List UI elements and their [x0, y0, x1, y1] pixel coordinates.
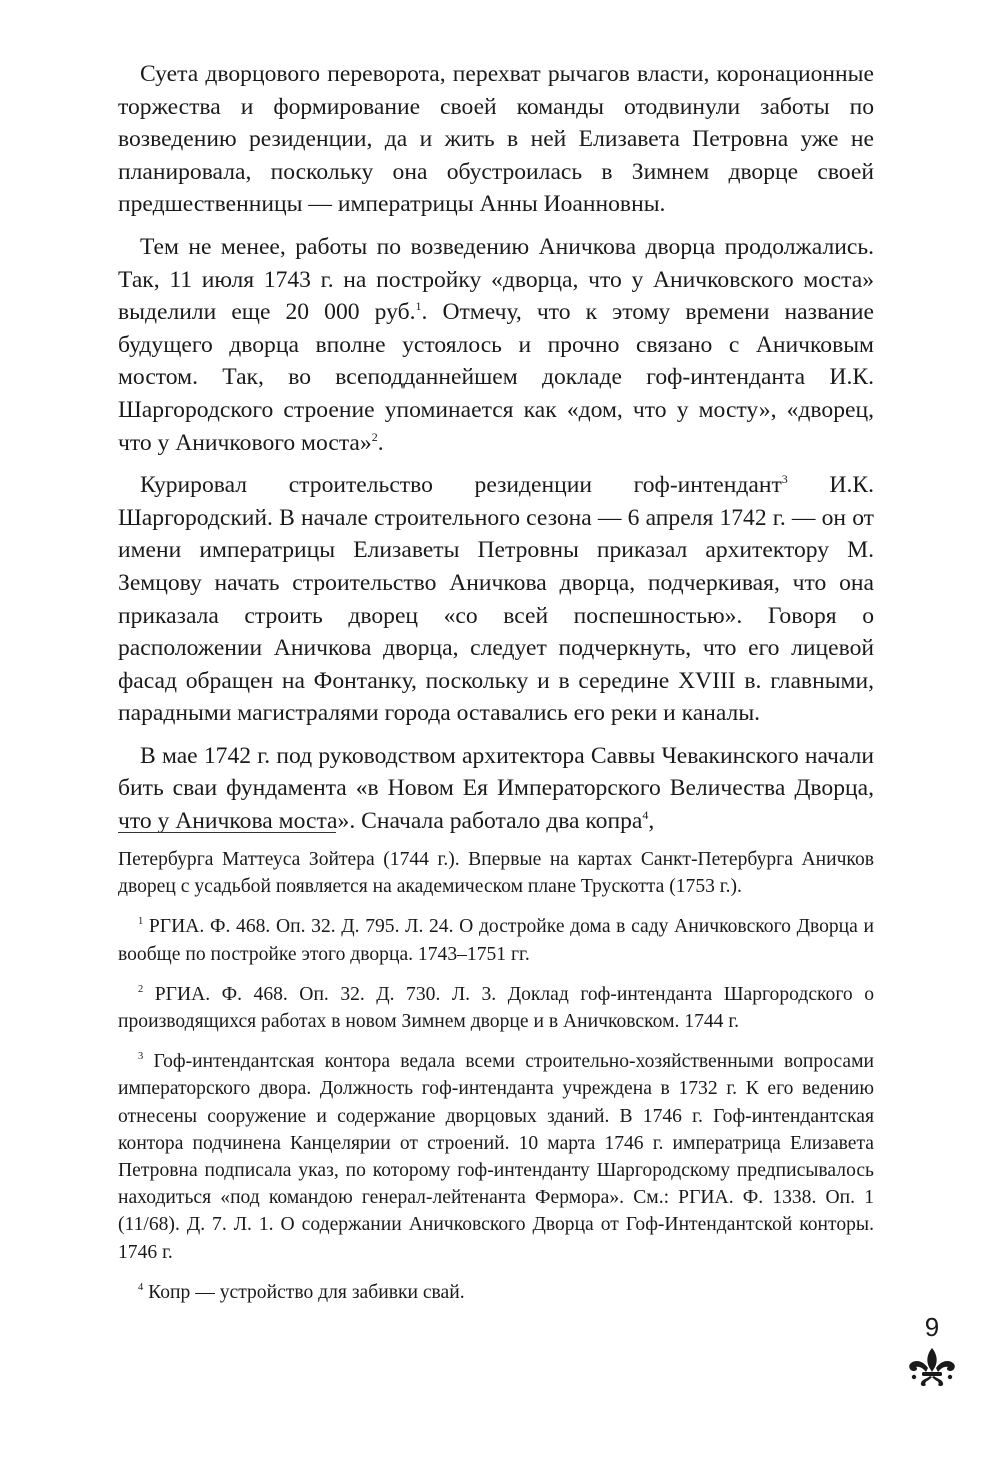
footnote-3: $^3$ Гоф-интендантская контора ведала всеми строительно-хозяйственными вопросами императорского двора. Должность гоф-интенданта учреждена в 1732 г. К его ведению отнесены сооружение и содержание дворцовых зданий. В 1746 г. Гоф-интендантская контора подчинена Канцелярии от строений. 10 марта 1746 г. императрица Елизавета Петровна подписала указ, по которому гоф-интенданту Шаргородскому предписывалось находиться «под командою генерал-лейтенанта Фермора». См.: РГИА. Ф. 1338. Оп. 1 (11/68). Д. 7. Л. 1. О содержании Аничковского Дворца от Гоф-Интендантской конторы. 1746 г. [118, 1051, 874, 1263]
page-number: 9 [924, 1312, 940, 1342]
footnote-1: $^1$ РГИА. Ф. 468. Оп. 32. Д. 795. Л. 24. О достройке дома в саду Аничковского Дворца и вообще по постройке этого дворца. 1743–1751 гг. [118, 916, 874, 965]
paragraph-3: Курировал строительство резиденции гоф-интендант$^3$ И.К. Шаргородский. В начале строительного сезона — 6 апреля 1742 г. — он от имени императрицы Елизаветы Петровны приказал архитектору М. Земцову начать строительство Аничкова дворца, подчеркивая, что она приказала строить дворец «со всей поспешностью». Говоря о расположении Аничкова дворца, следует подчеркнуть, что его лицевой фасад обращен на Фонтанку, поскольку и в середине XVIII в. главными, парадными магистралями города оставались его реки и каналы. [118, 472, 874, 727]
footnote-ref-4: 4 [642, 808, 649, 823]
footnote-ref-1: 1 [415, 299, 422, 314]
main-text [118, 58, 874, 848]
footnote-number-1: 1 [138, 916, 144, 928]
footnote-ref-2: 2 [371, 429, 378, 444]
footnote-ref-3: 3 [781, 472, 788, 487]
footnote-2: $^2$ РГИА. Ф. 468. Оп. 32. Д. 730. Л. 3. Доклад гоф-интенданта Шаргородского о производящихся работах в новом Зимнем дворце и в Аничковском. 1744 г. [118, 983, 874, 1033]
footnote-continuation: Петербурга Маттеуса Зойтера (1744 г.). Впервые на картах Санкт-Петербурга Аничков дворец с усадьбой появляется на академическом плане Трускотта (1753 г.). [118, 849, 874, 898]
fleur-de-lis-icon [906, 1346, 958, 1388]
paragraph-1: Суета дворцового переворота, перехват рычагов власти, коронационные торжества и формирование своей команды отодвинули заботы по возведению резиденции, да и жить в ней Елизавета Петровна уже не планировала, поскольку она обустроилась в Зимнем дворце своей предшественницы — императрицы Анны Иоанновны. [118, 61, 874, 218]
footnote-4: $^4$ Копр — устройство для забивки свай. [138, 1281, 465, 1303]
paragraph-2: Тем не менее, работы по возведению Аничкова дворца продолжались. Так, 11 июля 1743 г. на постройку «дворца, что у Аничковского моста» выделили еще 20 000 руб.$^1$. Отмечу, что к этому времени название будущего дворца вполне устоялось и прочно связано с Аничковым мостом. Так, во всеподданнейшем докладе гоф-интенданта И.К. Шаргородского строение упоминается как «дом, что у мосту», «дворец, что у Аничкового моста»$^2$. [118, 233, 874, 456]
footnote-number-3: 3 [138, 1051, 144, 1063]
footnotes [118, 846, 874, 1319]
footnote-number-2: 2 [138, 983, 144, 995]
paragraph-4: В мае 1742 г. под руководством архитектора Саввы Чевакинского начали бить сваи фундамента «в Новом Ея Императорского Величества Дворца, что у Аничкова моста». Сначала работало два копра$^4$, [118, 742, 874, 835]
footnote-separator [118, 832, 336, 833]
footnote-number-4: 4 [138, 1281, 144, 1293]
